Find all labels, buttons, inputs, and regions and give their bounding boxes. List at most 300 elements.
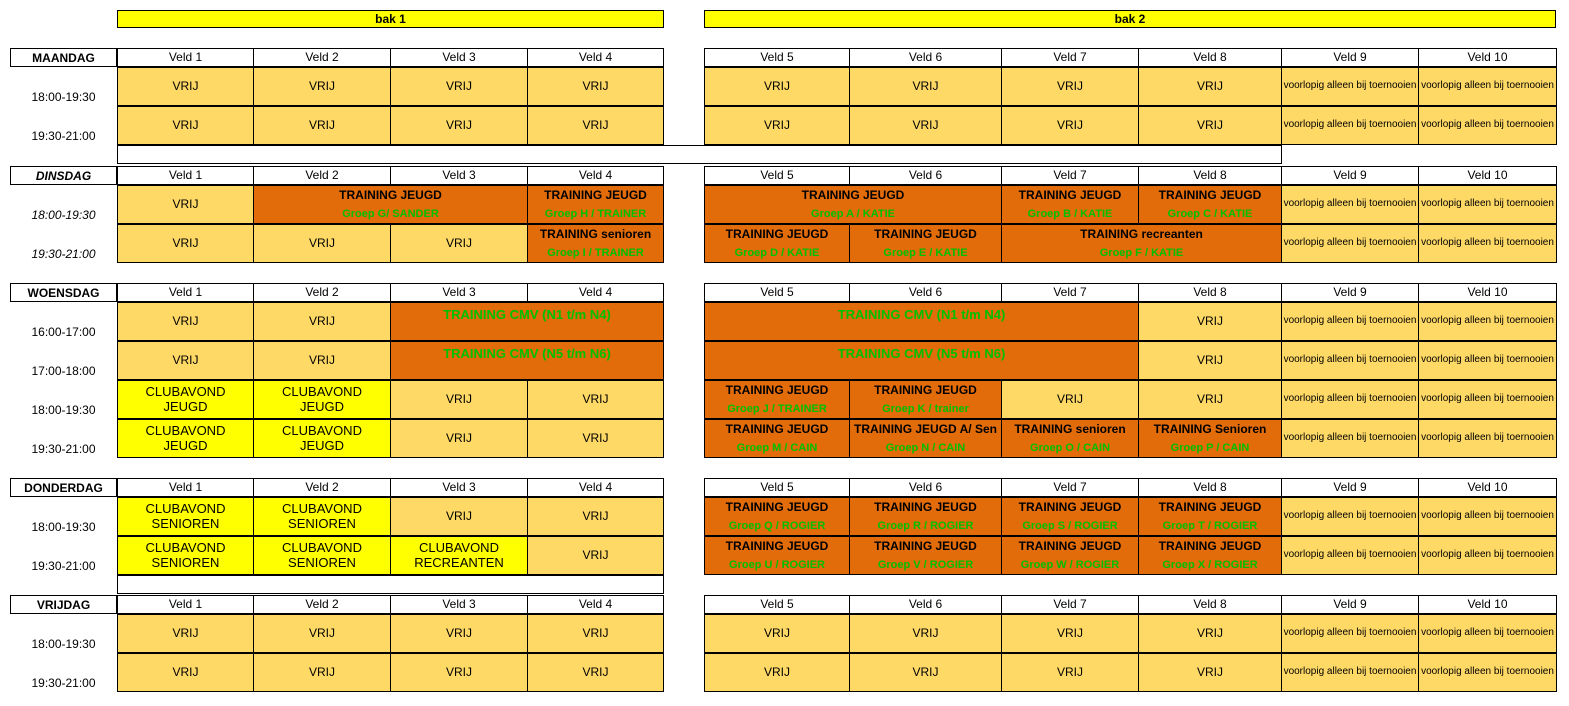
veld-header (1001, 283, 1139, 302)
tournament-only-slot[interactable] (1281, 536, 1419, 575)
slot-label: voorlopig alleen bij toernooien (1421, 393, 1554, 405)
free-slot[interactable] (704, 67, 850, 106)
time-text: 19:30-21:00 (31, 247, 96, 261)
club-sub: JEUGD (163, 437, 208, 453)
time-text: 17:00-18:00 (31, 364, 96, 378)
training-title: TRAINING JEUGD (801, 188, 905, 202)
slot-label: voorlopig alleen bij toernooien (1283, 510, 1417, 522)
veld-label: Veld 5 (760, 285, 794, 300)
veld-header (849, 478, 1002, 497)
training-slot[interactable] (704, 419, 850, 458)
slot-label: voorlopig alleen bij toernooien (1421, 627, 1554, 639)
slot-label: VRIJ (1056, 392, 1083, 407)
veld-label: Veld 4 (578, 50, 613, 65)
veld-label: Veld 2 (305, 597, 339, 612)
veld-label: Veld 7 (1053, 285, 1087, 300)
training-title: TRAINING CMV (N1 t/m N4) (837, 307, 1006, 322)
slot-label: VRIJ (445, 392, 472, 407)
slot-label: voorlopig alleen bij toernooien (1283, 666, 1417, 678)
time-text: 18:00-19:30 (31, 637, 96, 651)
slot-label: VRIJ (172, 353, 199, 368)
free-slot[interactable] (117, 653, 254, 692)
slot-label: VRIJ (308, 626, 335, 641)
tournament-only-slot[interactable] (1281, 341, 1419, 380)
slot-label: VRIJ (1056, 118, 1083, 133)
slot-label: voorlopig alleen bij toernooien (1283, 549, 1417, 561)
tournament-only-slot[interactable] (1418, 614, 1557, 653)
veld-label: Veld 7 (1053, 480, 1087, 495)
veld-label: Veld 4 (578, 285, 613, 300)
free-slot[interactable] (117, 106, 254, 145)
time-label (10, 67, 117, 106)
slot-label: VRIJ (912, 118, 939, 133)
slot-label: VRIJ (1196, 314, 1223, 329)
tournament-only-slot[interactable] (1281, 497, 1419, 536)
veld-header (1001, 166, 1139, 185)
club-title: CLUBAVOND (282, 539, 362, 555)
time-label (10, 380, 117, 419)
day-text: MAANDAG (32, 50, 95, 65)
tournament-only-slot[interactable] (1281, 653, 1419, 692)
tournament-only-slot[interactable] (1281, 614, 1419, 653)
veld-label: Veld 9 (1333, 168, 1367, 183)
free-slot[interactable] (1138, 106, 1282, 145)
veld-header (704, 166, 850, 185)
training-title: TRAINING recreanten (1080, 227, 1203, 241)
free-slot[interactable] (1138, 380, 1282, 419)
tournament-only-slot[interactable] (1418, 380, 1557, 419)
veld-header (117, 48, 254, 67)
slot-label: voorlopig alleen bij toernooien (1421, 119, 1554, 131)
clubavond-slot[interactable] (253, 419, 391, 458)
slot-label: VRIJ (172, 197, 199, 212)
free-slot[interactable] (527, 67, 664, 106)
bak-2-header (704, 10, 1556, 28)
veld-label: Veld 1 (168, 50, 203, 65)
veld-header (1281, 478, 1419, 497)
tournament-only-slot[interactable] (1418, 302, 1557, 341)
training-slot[interactable] (1001, 419, 1139, 458)
tournament-only-slot[interactable] (1281, 224, 1419, 263)
veld-header (527, 595, 664, 614)
veld-header (1138, 595, 1282, 614)
time-label (10, 419, 117, 458)
veld-label: Veld 3 (442, 50, 476, 65)
clubavond-slot[interactable] (253, 536, 391, 575)
club-sub: SENIOREN (288, 554, 356, 570)
time-text: 19:30-21:00 (31, 129, 96, 143)
separator-row (117, 145, 1282, 164)
training-group: Groep U / ROGIER (729, 559, 825, 572)
training-group: Groep G/ SANDER (342, 208, 439, 221)
time-text: 18:00-19:30 (31, 208, 96, 222)
training-title: TRAINING JEUGD (1018, 539, 1122, 553)
veld-header (704, 595, 850, 614)
training-slot[interactable] (1001, 224, 1282, 263)
training-slot[interactable] (1001, 497, 1139, 536)
clubavond-slot[interactable] (390, 536, 528, 575)
veld-label: Veld 3 (442, 597, 476, 612)
training-title: TRAINING JEUGD (1158, 500, 1262, 514)
tournament-only-slot[interactable] (1281, 302, 1419, 341)
training-group: Groep V / ROGIER (877, 559, 974, 572)
slot-label: VRIJ (308, 236, 335, 251)
slot-label: VRIJ (445, 236, 472, 251)
free-slot[interactable] (704, 106, 850, 145)
tournament-only-slot[interactable] (1418, 185, 1557, 224)
training-slot[interactable] (704, 380, 850, 419)
veld-header (1281, 166, 1419, 185)
veld-header (1281, 283, 1419, 302)
free-slot[interactable] (1001, 614, 1139, 653)
free-slot[interactable] (527, 380, 664, 419)
free-slot[interactable] (1138, 302, 1282, 341)
slot-label: voorlopig alleen bij toernooien (1283, 393, 1417, 405)
time-text: 18:00-19:30 (31, 403, 96, 417)
slot-label: VRIJ (1196, 665, 1223, 680)
clubavond-slot[interactable] (117, 497, 254, 536)
free-slot[interactable] (253, 302, 391, 341)
training-slot[interactable] (1001, 185, 1139, 224)
veld-header (1001, 478, 1139, 497)
slot-label: VRIJ (172, 314, 199, 329)
slot-label: VRIJ (445, 118, 472, 133)
slot-label: voorlopig alleen bij toernooien (1283, 237, 1417, 249)
separator-row (117, 575, 664, 594)
tournament-only-slot[interactable] (1418, 106, 1557, 145)
training-group: Groep W / ROGIER (1020, 559, 1120, 572)
veld-header (527, 283, 664, 302)
slot-label: VRIJ (582, 509, 609, 524)
veld-header (390, 283, 528, 302)
free-slot[interactable] (1138, 614, 1282, 653)
cmv-training-slot[interactable] (704, 302, 1139, 341)
clubavond-slot[interactable] (253, 497, 391, 536)
training-title: TRAINING JEUGD (1158, 188, 1262, 202)
veld-label: Veld 8 (1193, 597, 1227, 612)
free-slot[interactable] (1138, 653, 1282, 692)
tournament-only-slot[interactable] (1418, 536, 1557, 575)
free-slot[interactable] (117, 302, 254, 341)
training-title: TRAINING JEUGD (1018, 188, 1122, 202)
training-group: Groep B / KATIE (1027, 208, 1113, 221)
time-label (10, 224, 117, 263)
free-slot[interactable] (117, 185, 254, 224)
tournament-only-slot[interactable] (1281, 106, 1419, 145)
training-slot[interactable] (704, 224, 850, 263)
tournament-only-slot[interactable] (1418, 419, 1557, 458)
veld-header (253, 283, 391, 302)
clubavond-slot[interactable] (117, 536, 254, 575)
free-slot[interactable] (390, 67, 528, 106)
bak-title: bak 2 (1114, 12, 1146, 26)
slot-label: VRIJ (172, 626, 199, 641)
cmv-training-slot[interactable] (704, 341, 1139, 380)
veld-header (704, 48, 850, 67)
slot-label: VRIJ (1196, 626, 1223, 641)
tournament-only-slot[interactable] (1281, 185, 1419, 224)
tournament-only-slot[interactable] (1281, 67, 1419, 106)
free-slot[interactable] (704, 653, 850, 692)
free-slot[interactable] (1138, 341, 1282, 380)
veld-header (1138, 478, 1282, 497)
training-title: TRAINING JEUGD (725, 383, 829, 397)
training-title: TRAINING JEUGD (339, 188, 442, 202)
free-slot[interactable] (390, 106, 528, 145)
slot-label: VRIJ (1196, 392, 1223, 407)
slot-label: voorlopig alleen bij toernooien (1283, 198, 1417, 210)
free-slot[interactable] (527, 497, 664, 536)
free-slot[interactable] (253, 653, 391, 692)
training-slot[interactable] (527, 224, 664, 263)
veld-header (1418, 478, 1557, 497)
training-title: TRAINING JEUGD (544, 188, 647, 202)
training-slot[interactable] (849, 536, 1002, 575)
club-sub: SENIOREN (288, 515, 356, 531)
club-title: CLUBAVOND (282, 500, 362, 516)
day-text: DINSDAG (35, 168, 92, 183)
slot-label: VRIJ (172, 236, 199, 251)
time-text: 19:30-21:00 (31, 559, 96, 573)
slot-label: voorlopig alleen bij toernooien (1283, 627, 1417, 639)
training-title: TRAINING senioren (1014, 422, 1126, 436)
training-slot[interactable] (704, 497, 850, 536)
slot-label: VRIJ (308, 353, 335, 368)
free-slot[interactable] (390, 653, 528, 692)
training-slot[interactable] (849, 419, 1002, 458)
club-sub: SENIOREN (151, 554, 220, 570)
free-slot[interactable] (1001, 653, 1139, 692)
veld-header (253, 595, 391, 614)
free-slot[interactable] (117, 614, 254, 653)
slot-label: voorlopig alleen bij toernooien (1421, 432, 1554, 444)
day-label (10, 595, 117, 614)
club-sub: JEUGD (299, 437, 345, 453)
free-slot[interactable] (253, 106, 391, 145)
training-group: Groep D / KATIE (734, 247, 820, 260)
veld-label: Veld 8 (1193, 480, 1227, 495)
free-slot[interactable] (253, 614, 391, 653)
slot-label: voorlopig alleen bij toernooien (1283, 315, 1417, 327)
training-title: TRAINING JEUGD (725, 422, 829, 436)
tournament-only-slot[interactable] (1418, 341, 1557, 380)
veld-header (390, 166, 528, 185)
training-slot[interactable] (1138, 536, 1282, 575)
training-group: Groep T / ROGIER (1162, 520, 1258, 533)
free-slot[interactable] (1001, 67, 1139, 106)
training-group: Groep A / KATIE (811, 208, 895, 221)
tournament-only-slot[interactable] (1418, 497, 1557, 536)
time-text: 19:30-21:00 (31, 676, 96, 690)
time-text: 18:00-19:30 (31, 90, 96, 104)
veld-header (390, 48, 528, 67)
time-text: 16:00-17:00 (31, 325, 96, 339)
free-slot[interactable] (849, 67, 1002, 106)
free-slot[interactable] (253, 67, 391, 106)
slot-label: voorlopig alleen bij toernooien (1421, 198, 1554, 210)
veld-label: Veld 5 (760, 480, 794, 495)
training-slot[interactable] (704, 536, 850, 575)
free-slot[interactable] (527, 419, 664, 458)
free-slot[interactable] (253, 224, 391, 263)
free-slot[interactable] (390, 224, 528, 263)
veld-label: Veld 8 (1193, 285, 1227, 300)
slot-label: voorlopig alleen bij toernooien (1283, 432, 1417, 444)
free-slot[interactable] (1001, 380, 1139, 419)
training-group: Groep K / trainer (882, 403, 969, 416)
training-group: Groep M / CAIN (736, 442, 818, 455)
free-slot[interactable] (849, 653, 1002, 692)
free-slot[interactable] (390, 497, 528, 536)
bak-1-header (117, 10, 664, 28)
slot-label: VRIJ (445, 509, 472, 524)
training-group: Groep S / ROGIER (1022, 520, 1118, 533)
free-slot[interactable] (390, 614, 528, 653)
training-group: Groep F / KATIE (1099, 247, 1184, 260)
veld-header (390, 478, 528, 497)
cmv-training-slot[interactable] (390, 302, 664, 341)
slot-label: VRIJ (582, 431, 609, 446)
slot-label: VRIJ (445, 626, 472, 641)
veld-label: Veld 4 (578, 480, 613, 495)
veld-header (1281, 48, 1419, 67)
time-label (10, 185, 117, 224)
slot-label: voorlopig alleen bij toernooien (1421, 354, 1554, 366)
time-label (10, 614, 117, 653)
veld-label: Veld 9 (1333, 480, 1367, 495)
training-group: Groep P / CAIN (1170, 442, 1250, 455)
veld-header (1001, 595, 1139, 614)
free-slot[interactable] (1138, 67, 1282, 106)
time-label (10, 653, 117, 692)
free-slot[interactable] (527, 653, 664, 692)
training-slot[interactable] (849, 380, 1002, 419)
free-slot[interactable] (117, 224, 254, 263)
veld-label: Veld 8 (1193, 50, 1227, 65)
training-slot[interactable] (527, 185, 664, 224)
training-title: TRAINING JEUGD (1018, 500, 1122, 514)
training-group: Groep R / ROGIER (877, 520, 974, 533)
veld-header (117, 166, 254, 185)
free-slot[interactable] (849, 106, 1002, 145)
veld-header (1001, 48, 1139, 67)
free-slot[interactable] (527, 106, 664, 145)
training-slot[interactable] (849, 497, 1002, 536)
slot-label: VRIJ (763, 118, 790, 133)
training-group: Groep C / KATIE (1167, 208, 1253, 221)
clubavond-slot[interactable] (117, 419, 254, 458)
clubavond-slot[interactable] (253, 380, 391, 419)
veld-header (849, 166, 1002, 185)
slot-label: VRIJ (763, 79, 790, 94)
training-title: TRAINING JEUGD (874, 383, 977, 397)
veld-label: Veld 6 (908, 480, 943, 495)
veld-label: Veld 1 (168, 597, 203, 612)
veld-header (1418, 166, 1557, 185)
training-group: Groep N / CAIN (885, 442, 966, 455)
training-slot[interactable] (849, 224, 1002, 263)
tournament-only-slot[interactable] (1418, 653, 1557, 692)
veld-header (527, 478, 664, 497)
veld-label: Veld 5 (760, 597, 794, 612)
free-slot[interactable] (253, 341, 391, 380)
slot-label: voorlopig alleen bij toernooien (1283, 80, 1417, 92)
slot-label: VRIJ (1196, 79, 1223, 94)
free-slot[interactable] (117, 67, 254, 106)
veld-header (1418, 48, 1557, 67)
veld-header (253, 166, 391, 185)
veld-label: Veld 1 (168, 168, 203, 183)
training-slot[interactable] (1138, 419, 1282, 458)
training-slot[interactable] (1138, 185, 1282, 224)
veld-label: Veld 5 (760, 50, 794, 65)
free-slot[interactable] (527, 614, 664, 653)
training-group: Groep Q / ROGIER (728, 520, 826, 533)
club-sub: SENIOREN (151, 515, 220, 531)
training-title: TRAINING CMV (N5 t/m N6) (837, 346, 1006, 361)
slot-label: voorlopig alleen bij toernooien (1421, 549, 1554, 561)
veld-label: Veld 3 (442, 480, 476, 495)
training-title: TRAINING Senioren (1153, 422, 1267, 436)
free-slot[interactable] (704, 614, 850, 653)
free-slot[interactable] (390, 419, 528, 458)
veld-label: Veld 2 (305, 50, 339, 65)
slot-label: VRIJ (1056, 79, 1083, 94)
training-title: TRAINING CMV (N5 t/m N6) (443, 346, 611, 361)
training-slot[interactable] (253, 185, 528, 224)
veld-label: Veld 6 (908, 285, 943, 300)
day-text: DONDERDAG (24, 480, 103, 495)
slot-label: voorlopig alleen bij toernooien (1421, 315, 1554, 327)
slot-label: VRIJ (445, 665, 472, 680)
time-label (10, 302, 117, 341)
slot-label: voorlopig alleen bij toernooien (1421, 666, 1554, 678)
slot-label: VRIJ (582, 548, 609, 563)
slot-label: VRIJ (582, 665, 609, 680)
veld-label: Veld 9 (1333, 285, 1367, 300)
free-slot[interactable] (527, 536, 664, 575)
free-slot[interactable] (1001, 106, 1139, 145)
veld-header (1418, 283, 1557, 302)
veld-header (1138, 48, 1282, 67)
tournament-only-slot[interactable] (1418, 224, 1557, 263)
tournament-only-slot[interactable] (1418, 67, 1557, 106)
training-group: Groep I / TRAINER (547, 247, 644, 260)
free-slot[interactable] (390, 380, 528, 419)
clubavond-slot[interactable] (117, 380, 254, 419)
club-title: CLUBAVOND (145, 383, 226, 399)
slot-label: VRIJ (582, 626, 609, 641)
tournament-only-slot[interactable] (1281, 380, 1419, 419)
cmv-training-slot[interactable] (390, 341, 664, 380)
veld-label: Veld 6 (908, 50, 943, 65)
free-slot[interactable] (849, 614, 1002, 653)
veld-label: Veld 3 (442, 168, 476, 183)
training-group: Groep X / ROGIER (1162, 559, 1258, 572)
veld-header (1418, 595, 1557, 614)
veld-label: Veld 8 (1193, 168, 1227, 183)
time-label (10, 341, 117, 380)
training-slot[interactable] (704, 185, 1002, 224)
day-label (10, 48, 117, 67)
free-slot[interactable] (117, 341, 254, 380)
tournament-only-slot[interactable] (1281, 419, 1419, 458)
slot-label: VRIJ (308, 314, 335, 329)
time-label (10, 497, 117, 536)
training-slot[interactable] (1138, 497, 1282, 536)
training-slot[interactable] (1001, 536, 1139, 575)
veld-label: Veld 7 (1053, 50, 1087, 65)
